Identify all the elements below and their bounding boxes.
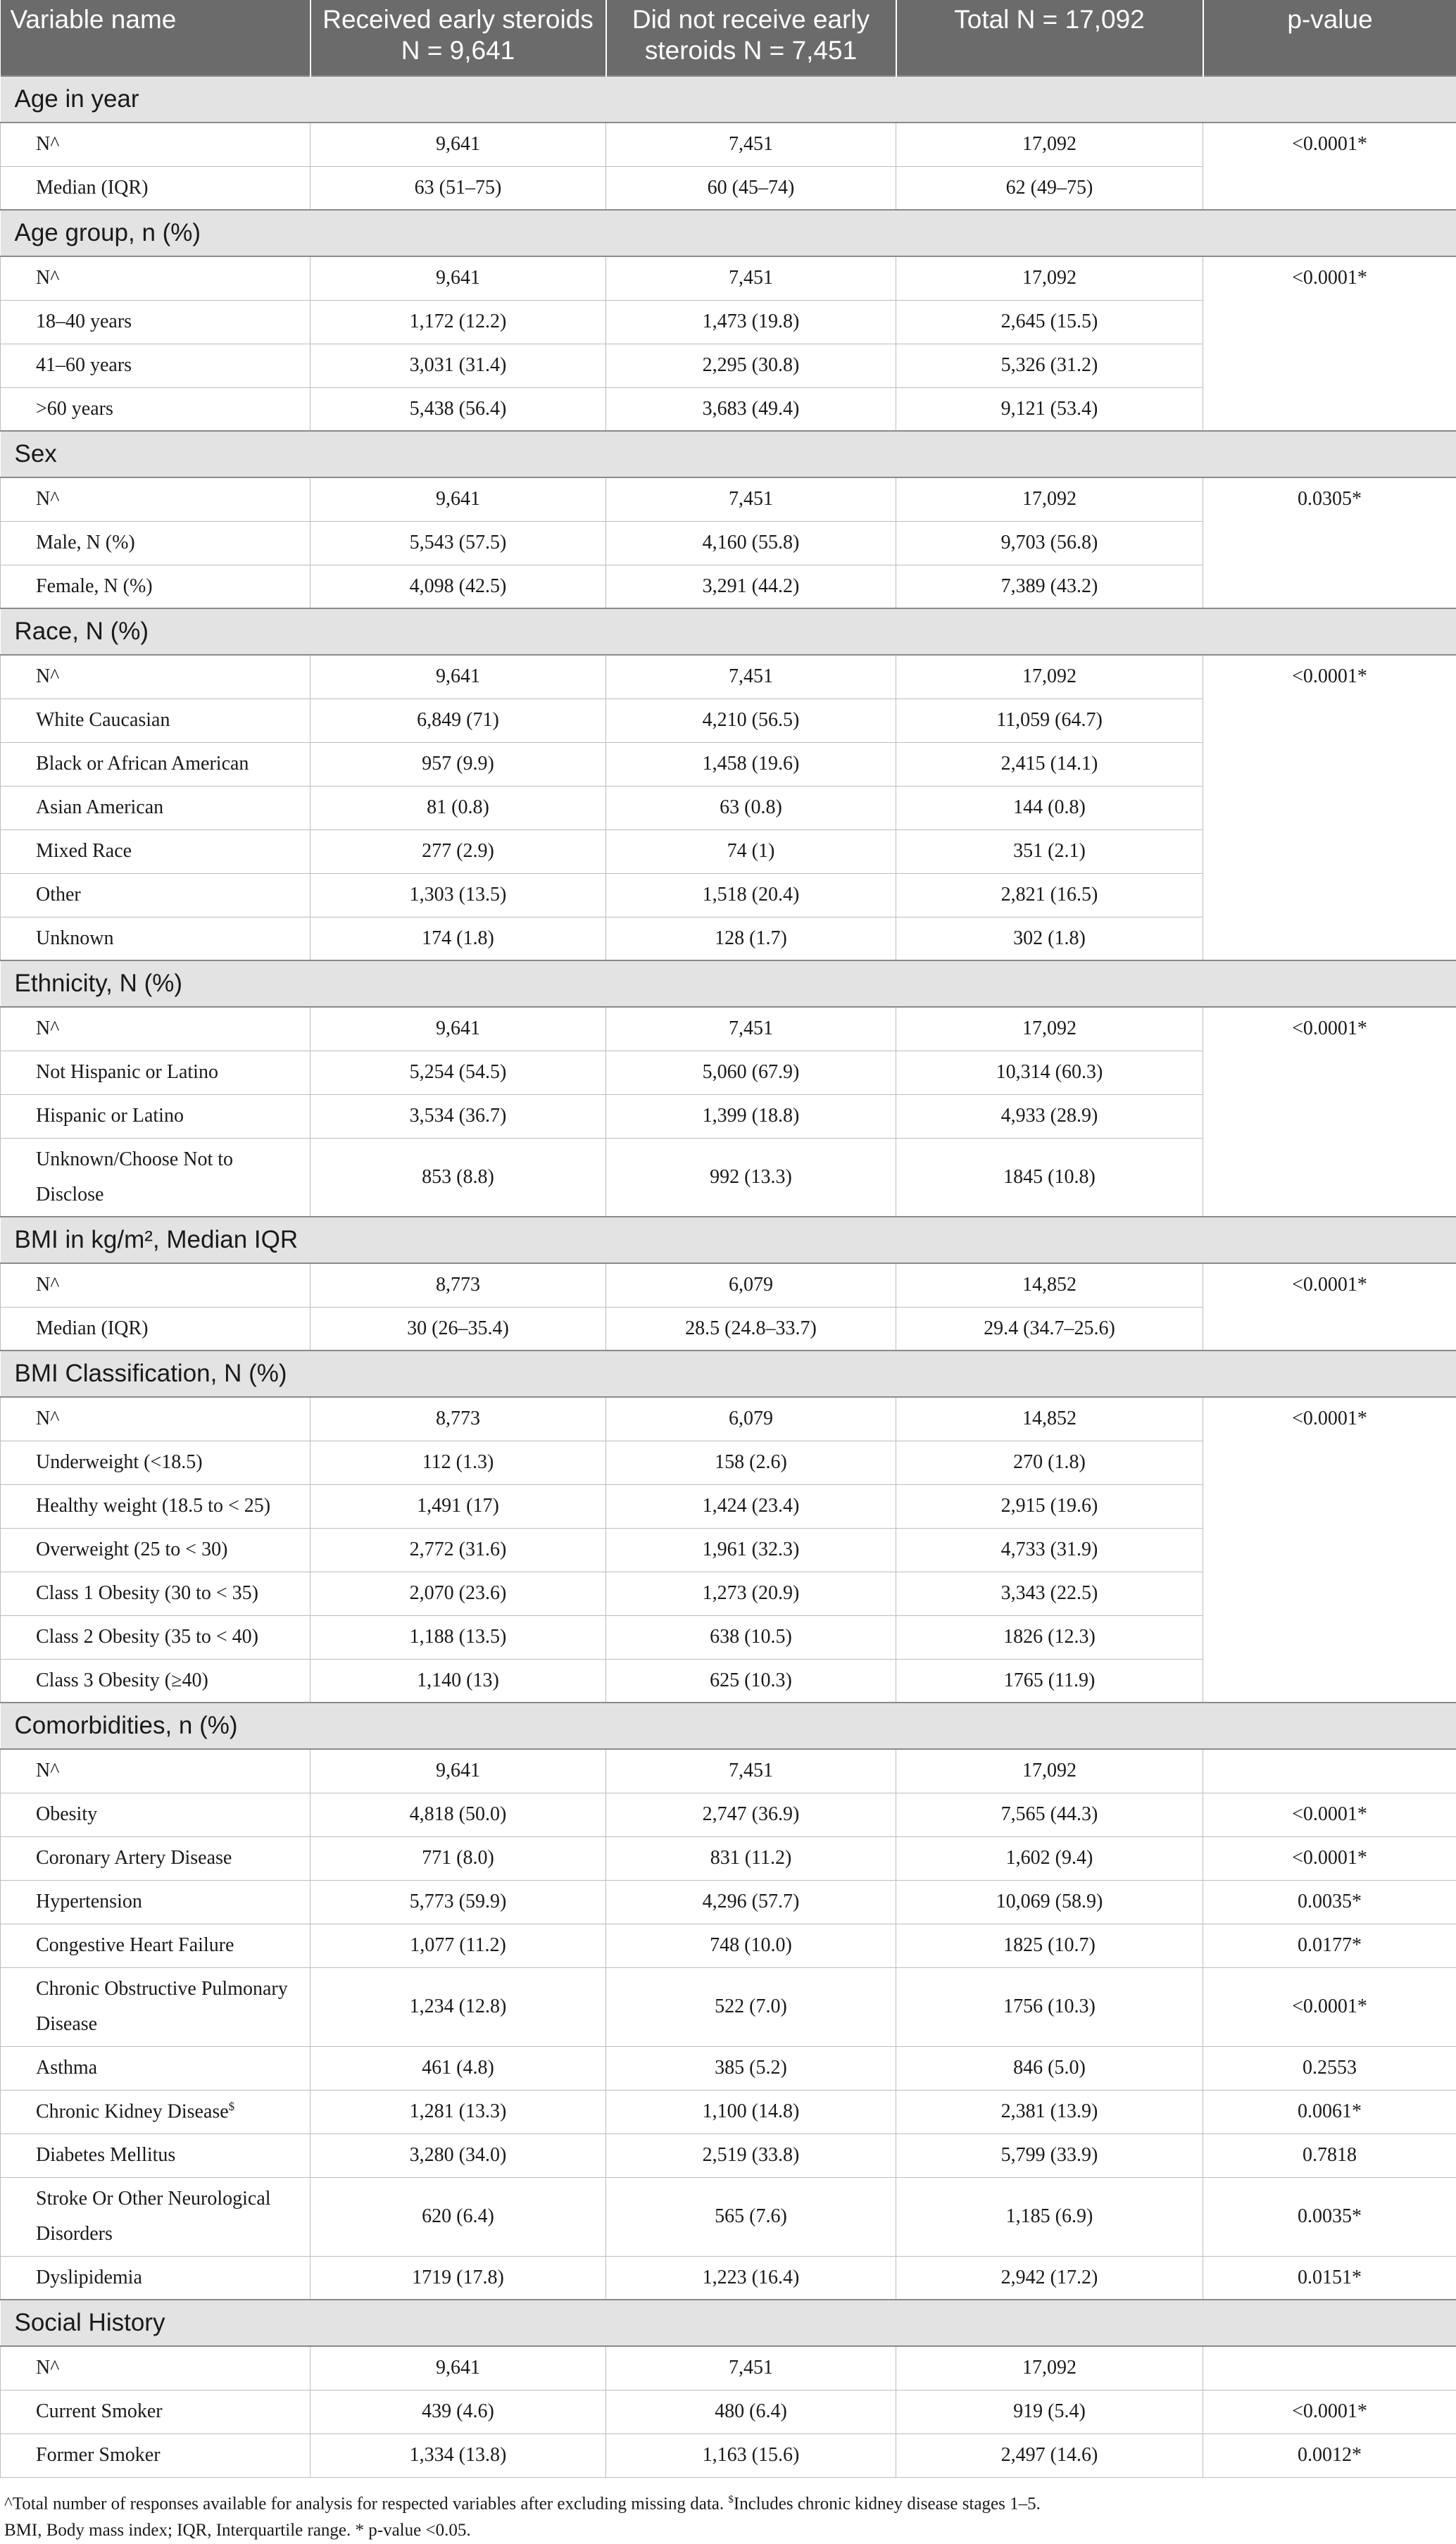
table-row <box>1 655 1456 698</box>
row-label-text: Other <box>36 884 81 906</box>
row-label <box>1 1836 310 1880</box>
row-label-text: Stroke Or Other Neurological Disorders <box>36 2188 271 2245</box>
cell-received: 277 (2.9) <box>310 829 606 873</box>
cell-total: 17,092 <box>896 655 1203 698</box>
row-label <box>1 2433 310 2477</box>
row-label-text: 18–40 years <box>36 311 132 332</box>
cell-not-received: 7,451 <box>606 123 896 166</box>
cell-total: 2,645 (15.5) <box>896 300 1203 344</box>
cell-received: 112 (1.3) <box>310 1441 606 1484</box>
section-title: Sex <box>1 431 1456 477</box>
table-row <box>1 123 1456 166</box>
footnote-line-1 <box>4 2486 1452 2517</box>
cell-total: 144 (0.8) <box>896 786 1203 829</box>
cell-not-received: 74 (1) <box>606 829 896 873</box>
cell-not-received: 565 (7.6) <box>606 2177 896 2256</box>
cell-p-value: <0.0001* <box>1203 1263 1456 1351</box>
row-label-text: Obesity <box>36 1803 97 1825</box>
cell-received: 5,543 (57.5) <box>310 521 606 565</box>
cell-p-value: <0.0001* <box>1203 1836 1456 1880</box>
table-row <box>1 1793 1456 1836</box>
cell-received: 1,188 (13.5) <box>310 1615 606 1659</box>
cell-not-received: 7,451 <box>606 1007 896 1051</box>
row-label-text: Congestive Heart Failure <box>36 1934 234 1956</box>
cell-not-received: 2,295 (30.8) <box>606 344 896 387</box>
table-row <box>1 1263 1456 1307</box>
table-row <box>1 1397 1456 1441</box>
cell-received: 2,070 (23.6) <box>310 1572 606 1615</box>
footnote-missing-data: ^Total number of responses available for analysis for respected variables after excluding missing data. <box>4 2494 728 2513</box>
cell-p-value: 0.2553 <box>1203 2046 1456 2090</box>
row-label-text: Class 1 Obesity (30 to < 35) <box>36 1582 258 1604</box>
cell-received: 174 (1.8) <box>310 917 606 960</box>
cell-not-received: 2,519 (33.8) <box>606 2133 896 2177</box>
cell-total: 29.4 (34.7–25.6) <box>896 1307 1203 1351</box>
footnote-ckd: Includes chronic kidney disease stages 1–5. <box>734 2494 1041 2513</box>
cell-not-received: 60 (45–74) <box>606 166 896 210</box>
cell-received: 3,280 (34.0) <box>310 2133 606 2177</box>
header-p-value: p-value <box>1203 0 1456 76</box>
cell-received: 1,172 (12.2) <box>310 300 606 344</box>
cell-received: 771 (8.0) <box>310 1836 606 1880</box>
row-label-text: Diabetes Mellitus <box>36 2144 175 2166</box>
row-label <box>1 256 310 300</box>
cell-total: 2,942 (17.2) <box>896 2256 1203 2300</box>
cell-not-received: 1,473 (19.8) <box>606 300 896 344</box>
row-label <box>1 565 310 608</box>
row-label <box>1 873 310 917</box>
cell-received: 853 (8.8) <box>310 1138 606 1217</box>
cell-not-received: 7,451 <box>606 655 896 698</box>
cell-not-received: 748 (10.0) <box>606 1924 896 1967</box>
cell-not-received: 4,210 (56.5) <box>606 698 896 742</box>
row-label <box>1 917 310 960</box>
cell-total: 7,389 (43.2) <box>896 565 1203 608</box>
row-label <box>1 1967 310 2046</box>
cell-not-received: 128 (1.7) <box>606 917 896 960</box>
row-label-text: Current Smoker <box>36 2400 163 2422</box>
row-label <box>1 477 310 521</box>
cell-not-received: 2,747 (36.9) <box>606 1793 896 1836</box>
row-label <box>1 2090 310 2133</box>
row-label <box>1 2133 310 2177</box>
cell-p-value: 0.0012* <box>1203 2433 1456 2477</box>
cell-p-value: <0.0001* <box>1203 256 1456 431</box>
row-label-text: N^ <box>36 2357 59 2379</box>
cell-not-received: 4,160 (55.8) <box>606 521 896 565</box>
cell-received: 81 (0.8) <box>310 786 606 829</box>
row-label-text: Unknown <box>36 927 113 949</box>
row-label <box>1 1007 310 1051</box>
row-label <box>1 521 310 565</box>
row-label-text: N^ <box>36 1408 59 1429</box>
cell-received: 9,641 <box>310 256 606 300</box>
cell-p-value: 0.0151* <box>1203 2256 1456 2300</box>
row-label-text: Coronary Artery Disease <box>36 1847 232 1869</box>
cell-received: 439 (4.6) <box>310 2390 606 2433</box>
row-label-text: Dyslipidemia <box>36 2267 142 2288</box>
cell-total: 270 (1.8) <box>896 1441 1203 1484</box>
cell-total: 62 (49–75) <box>896 166 1203 210</box>
cell-total: 1,185 (6.9) <box>896 2177 1203 2256</box>
cell-not-received: 1,458 (19.6) <box>606 742 896 786</box>
cell-not-received: 1,100 (14.8) <box>606 2090 896 2133</box>
header-total: Total N = 17,092 <box>896 0 1203 76</box>
table-row <box>1 1749 1456 1793</box>
cell-received: 1,234 (12.8) <box>310 1967 606 2046</box>
cell-total: 7,565 (44.3) <box>896 1793 1203 1836</box>
row-label <box>1 166 310 210</box>
cell-received: 1,281 (13.3) <box>310 2090 606 2133</box>
cell-p-value: <0.0001* <box>1203 123 1456 210</box>
row-label-text: Overweight (25 to < 30) <box>36 1539 227 1560</box>
cell-total: 302 (1.8) <box>896 917 1203 960</box>
row-label <box>1 2046 310 2090</box>
cell-total: 14,852 <box>896 1263 1203 1307</box>
row-label-text: Male, N (%) <box>36 532 135 553</box>
cell-p-value: 0.0177* <box>1203 1924 1456 1967</box>
cell-not-received: 1,223 (16.4) <box>606 2256 896 2300</box>
table-row <box>1 2433 1456 2477</box>
cell-received: 8,773 <box>310 1397 606 1441</box>
cell-received: 30 (26–35.4) <box>310 1307 606 1351</box>
table-row <box>1 2133 1456 2177</box>
cell-received: 5,773 (59.9) <box>310 1880 606 1924</box>
cell-p-value: <0.0001* <box>1203 1397 1456 1703</box>
row-label-text: Median (IQR) <box>36 1317 148 1339</box>
section-header-row <box>1 210 1456 256</box>
section-header-row <box>1 76 1456 123</box>
cell-not-received: 625 (10.3) <box>606 1659 896 1703</box>
cell-total: 17,092 <box>896 123 1203 166</box>
row-label-text: N^ <box>36 1760 59 1781</box>
cell-received: 461 (4.8) <box>310 2046 606 2090</box>
row-label <box>1 300 310 344</box>
row-label <box>1 344 310 387</box>
cell-total: 2,915 (19.6) <box>896 1484 1203 1528</box>
row-label <box>1 1263 310 1307</box>
cell-total: 1,602 (9.4) <box>896 1836 1203 1880</box>
cell-not-received: 7,451 <box>606 2346 896 2390</box>
cell-received: 1719 (17.8) <box>310 2256 606 2300</box>
row-label-text: Healthy weight (18.5 to < 25) <box>36 1495 270 1517</box>
row-label <box>1 2256 310 2300</box>
row-label <box>1 2177 310 2256</box>
cell-total: 1765 (11.9) <box>896 1659 1203 1703</box>
row-label <box>1 1793 310 1836</box>
row-label-text: >60 years <box>36 398 113 420</box>
row-label <box>1 742 310 786</box>
row-label <box>1 2390 310 2433</box>
table-row <box>1 2046 1456 2090</box>
cell-total: 846 (5.0) <box>896 2046 1203 2090</box>
cell-received: 9,641 <box>310 1007 606 1051</box>
row-label <box>1 829 310 873</box>
cell-p-value: 0.0305* <box>1203 477 1456 608</box>
section-header-row <box>1 1703 1456 1749</box>
row-label-text: N^ <box>36 665 59 687</box>
cell-received: 9,641 <box>310 655 606 698</box>
cell-not-received: 385 (5.2) <box>606 2046 896 2090</box>
cell-received: 3,031 (31.4) <box>310 344 606 387</box>
cell-total: 14,852 <box>896 1397 1203 1441</box>
table-row <box>1 2090 1456 2133</box>
header-row <box>1 0 1456 76</box>
cell-p-value: <0.0001* <box>1203 2390 1456 2433</box>
row-label-text: Unknown/Choose Not to Disclose <box>36 1148 233 1205</box>
cell-total: 4,733 (31.9) <box>896 1528 1203 1572</box>
row-label <box>1 1880 310 1924</box>
cell-p-value: 0.0035* <box>1203 2177 1456 2256</box>
section-header-row <box>1 608 1456 655</box>
cell-not-received: 638 (10.5) <box>606 1615 896 1659</box>
cell-total: 10,314 (60.3) <box>896 1051 1203 1094</box>
row-label <box>1 1397 310 1441</box>
cell-total: 4,933 (28.9) <box>896 1094 1203 1138</box>
cell-received: 4,098 (42.5) <box>310 565 606 608</box>
row-label-text: Class 2 Obesity (35 to < 40) <box>36 1626 258 1648</box>
cell-p-value: 0.0035* <box>1203 1880 1456 1924</box>
cell-not-received: 5,060 (67.9) <box>606 1051 896 1094</box>
cell-received: 9,641 <box>310 123 606 166</box>
row-label <box>1 387 310 431</box>
cell-not-received: 7,451 <box>606 477 896 521</box>
row-label-text: N^ <box>36 133 59 155</box>
cell-not-received: 1,163 (15.6) <box>606 2433 896 2477</box>
footnote-dollar-marker: $ <box>728 2494 734 2505</box>
section-header-row <box>1 960 1456 1007</box>
row-label-text: Mixed Race <box>36 840 132 862</box>
section-header-row <box>1 1217 1456 1263</box>
row-label <box>1 1659 310 1703</box>
cell-received: 2,772 (31.6) <box>310 1528 606 1572</box>
row-label <box>1 1094 310 1138</box>
cell-received: 5,438 (56.4) <box>310 387 606 431</box>
cell-total: 1756 (10.3) <box>896 1967 1203 2046</box>
row-label <box>1 123 310 166</box>
cell-total: 17,092 <box>896 477 1203 521</box>
cell-not-received: 1,399 (18.8) <box>606 1094 896 1138</box>
table-row <box>1 1924 1456 1967</box>
row-label-text: Median (IQR) <box>36 177 148 199</box>
section-title: BMI in kg/m², Median IQR <box>1 1217 1456 1263</box>
cell-total: 5,799 (33.9) <box>896 2133 1203 2177</box>
cell-total: 9,703 (56.8) <box>896 521 1203 565</box>
cell-received: 957 (9.9) <box>310 742 606 786</box>
cell-not-received: 831 (11.2) <box>606 1836 896 1880</box>
section-title: Age in year <box>1 76 1456 123</box>
cell-not-received: 7,451 <box>606 1749 896 1793</box>
cell-p-value: <0.0001* <box>1203 1967 1456 2046</box>
row-label <box>1 1307 310 1351</box>
cell-received: 63 (51–75) <box>310 166 606 210</box>
cell-received: 1,491 (17) <box>310 1484 606 1528</box>
cell-p-value <box>1203 1749 1456 1793</box>
cell-received: 9,641 <box>310 1749 606 1793</box>
section-header-row <box>1 431 1456 477</box>
row-label <box>1 1138 310 1217</box>
cell-p-value: <0.0001* <box>1203 1007 1456 1217</box>
row-label <box>1 1441 310 1484</box>
section-title: Age group, n (%) <box>1 210 1456 256</box>
cell-not-received: 4,296 (57.7) <box>606 1880 896 1924</box>
cell-total: 919 (5.4) <box>896 2390 1203 2433</box>
cell-total: 3,343 (22.5) <box>896 1572 1203 1615</box>
section-title: Race, N (%) <box>1 608 1456 655</box>
table-row <box>1 1967 1456 2046</box>
cell-received: 3,534 (36.7) <box>310 1094 606 1138</box>
cell-received: 5,254 (54.5) <box>310 1051 606 1094</box>
cell-total: 1845 (10.8) <box>896 1138 1203 1217</box>
section-title: Social History <box>1 2300 1456 2346</box>
cell-received: 9,641 <box>310 2346 606 2390</box>
table-body <box>1 76 1456 2477</box>
cell-received: 1,140 (13) <box>310 1659 606 1703</box>
table-row <box>1 2177 1456 2256</box>
cell-total: 2,415 (14.1) <box>896 742 1203 786</box>
row-label-text: N^ <box>36 267 59 289</box>
cell-not-received: 7,451 <box>606 256 896 300</box>
cell-received: 8,773 <box>310 1263 606 1307</box>
cell-not-received: 1,424 (23.4) <box>606 1484 896 1528</box>
row-label <box>1 1749 310 1793</box>
cell-p-value: <0.0001* <box>1203 655 1456 960</box>
row-label-text: Asian American <box>36 796 163 818</box>
cell-total: 11,059 (64.7) <box>896 698 1203 742</box>
table-row <box>1 2390 1456 2433</box>
row-label-text: White Caucasian <box>36 709 170 731</box>
section-title: Ethnicity, N (%) <box>1 960 1456 1007</box>
cell-total: 10,069 (58.9) <box>896 1880 1203 1924</box>
cell-p-value: <0.0001* <box>1203 1793 1456 1836</box>
row-label-text: N^ <box>36 488 59 510</box>
row-label-text: N^ <box>36 1274 59 1296</box>
cell-not-received: 3,683 (49.4) <box>606 387 896 431</box>
cell-total: 351 (2.1) <box>896 829 1203 873</box>
row-label-text: Black or African American <box>36 753 249 775</box>
row-label-text: Former Smoker <box>36 2444 161 2466</box>
cell-p-value: 0.0061* <box>1203 2090 1456 2133</box>
row-label <box>1 1572 310 1615</box>
cell-received: 1,303 (13.5) <box>310 873 606 917</box>
footnote-line-2: BMI, Body mass index; IQR, Interquartile range. * p-value <0.05. <box>4 2517 1452 2544</box>
table-row <box>1 2346 1456 2390</box>
cell-total: 9,121 (53.4) <box>896 387 1203 431</box>
cell-p-value: 0.7818 <box>1203 2133 1456 2177</box>
table-row <box>1 1007 1456 1051</box>
section-header-row <box>1 1351 1456 1397</box>
cell-total: 5,326 (31.2) <box>896 344 1203 387</box>
row-label <box>1 1484 310 1528</box>
cell-not-received: 1,273 (20.9) <box>606 1572 896 1615</box>
cell-not-received: 480 (6.4) <box>606 2390 896 2433</box>
row-label <box>1 1615 310 1659</box>
cell-total: 1826 (12.3) <box>896 1615 1203 1659</box>
row-label <box>1 655 310 698</box>
row-label-text: Female, N (%) <box>36 575 153 597</box>
header-variable-name: Variable name <box>1 0 310 76</box>
cell-received: 620 (6.4) <box>310 2177 606 2256</box>
cell-not-received: 522 (7.0) <box>606 1967 896 2046</box>
row-label-text: 41–60 years <box>36 354 132 376</box>
row-label-text: Chronic Obstructive Pulmonary Disease <box>36 1978 288 2035</box>
row-label-text: Hypertension <box>36 1891 142 1912</box>
cell-not-received: 1,961 (32.3) <box>606 1528 896 1572</box>
row-label <box>1 2346 310 2390</box>
cell-total: 2,381 (13.9) <box>896 2090 1203 2133</box>
row-label-superscript: $ <box>229 2100 234 2113</box>
row-label-text: Underweight (<18.5) <box>36 1451 203 1473</box>
section-title: BMI Classification, N (%) <box>1 1351 1456 1397</box>
cell-not-received: 3,291 (44.2) <box>606 565 896 608</box>
row-label <box>1 1051 310 1094</box>
cell-not-received: 6,079 <box>606 1263 896 1307</box>
cell-total: 2,821 (16.5) <box>896 873 1203 917</box>
cell-not-received: 1,518 (20.4) <box>606 873 896 917</box>
cell-total: 17,092 <box>896 256 1203 300</box>
cell-received: 1,077 (11.2) <box>310 1924 606 1967</box>
row-label <box>1 786 310 829</box>
table-row <box>1 2256 1456 2300</box>
cell-total: 17,092 <box>896 2346 1203 2390</box>
cell-received: 6,849 (71) <box>310 698 606 742</box>
cell-not-received: 28.5 (24.8–33.7) <box>606 1307 896 1351</box>
row-label <box>1 698 310 742</box>
cell-total: 2,497 (14.6) <box>896 2433 1203 2477</box>
row-label <box>1 1528 310 1572</box>
row-label <box>1 1924 310 1967</box>
row-label-text: Not Hispanic or Latino <box>36 1061 218 1083</box>
section-header-row <box>1 2300 1456 2346</box>
footnotes <box>0 2478 1456 2544</box>
table-row <box>1 256 1456 300</box>
cell-not-received: 63 (0.8) <box>606 786 896 829</box>
cell-not-received: 992 (13.3) <box>606 1138 896 1217</box>
row-label-text: Hispanic or Latino <box>36 1105 184 1127</box>
row-label-text: Class 3 Obesity (≥40) <box>36 1669 208 1691</box>
header-received-early-steroids: Received early steroids N = 9,641 <box>310 0 606 76</box>
row-label-text: Asthma <box>36 2057 97 2079</box>
table-row <box>1 477 1456 521</box>
row-label-text: Chronic Kidney Disease <box>36 2101 229 2123</box>
cell-not-received: 6,079 <box>606 1397 896 1441</box>
header-did-not-receive-early-steroids: Did not receive early steroids N = 7,451 <box>606 0 896 76</box>
section-title: Comorbidities, n (%) <box>1 1703 1456 1749</box>
cell-received: 9,641 <box>310 477 606 521</box>
cell-not-received: 158 (2.6) <box>606 1441 896 1484</box>
cell-total: 1825 (10.7) <box>896 1924 1203 1967</box>
cell-received: 1,334 (13.8) <box>310 2433 606 2477</box>
cell-total: 17,092 <box>896 1749 1203 1793</box>
cell-received: 4,818 (50.0) <box>310 1793 606 1836</box>
row-label-text: N^ <box>36 1017 59 1039</box>
table-row <box>1 1880 1456 1924</box>
table-row <box>1 1836 1456 1880</box>
cell-total: 17,092 <box>896 1007 1203 1051</box>
cell-p-value <box>1203 2346 1456 2390</box>
